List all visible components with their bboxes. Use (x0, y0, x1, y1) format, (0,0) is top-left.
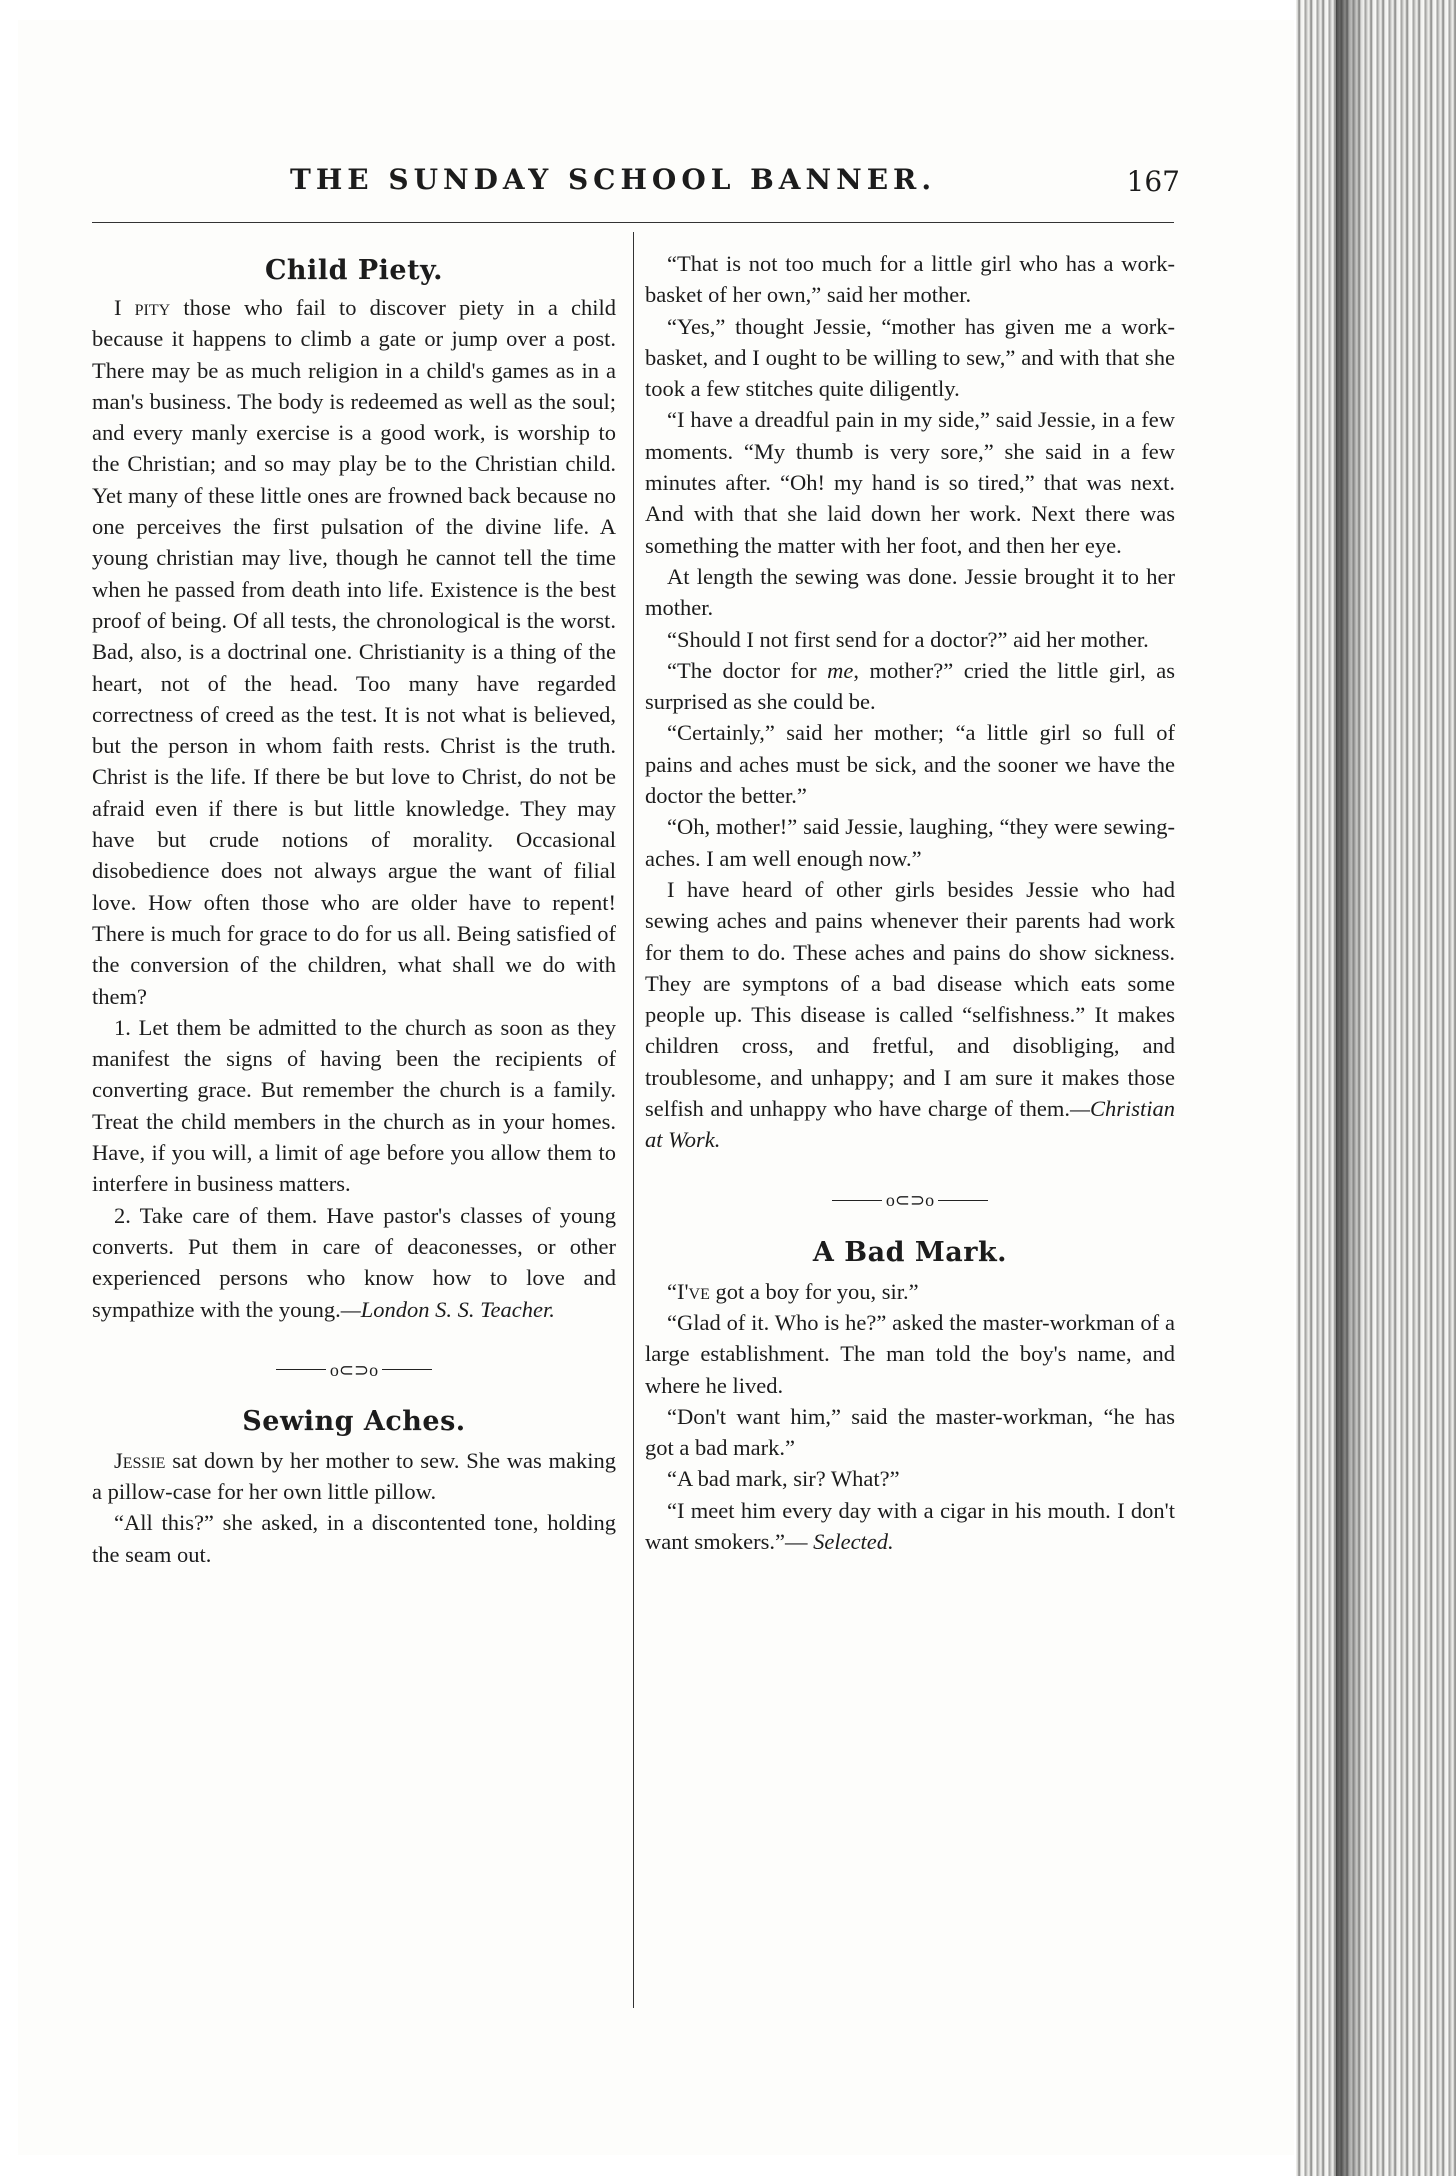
paragraph-text: 2. Take care of them. Have pastor's classes of young converts. Put them in care of deaconesses, or other experienced persons who know how to love and sympathize with the young. (92, 1202, 616, 1322)
paragraph (92, 1445, 616, 1508)
source-credit: —Christian at Work. (645, 1096, 1175, 1153)
paragraph-text: I have heard of other girls besides Jessie who had sewing aches and pains whenever their parents had work for them to do. These aches and pains do show sickness. They are symptons of a bad disease which eats some people up. This disease is called “selfishness.” It makes children cross, and fretful, and disobliging, and troublesome, and unhappy; and I am sure it makes those selfish and unhappy who have charge of them. (645, 876, 1175, 1122)
paragraph (645, 1495, 1175, 1558)
paragraph-text: “I meet him every day with a cigar in his mouth. I don't want smokers.”— (645, 1497, 1175, 1554)
emphasis: me (827, 657, 854, 683)
book-page-edges (1296, 0, 1456, 2176)
paragraph: “Glad of it. Who is he?” asked the master-workman of a large establishment. The man told the boy's name, and where he lived. (645, 1309, 1175, 1398)
paragraph: “Don't want him,” said the master-workman, “he has got a bad mark.” (645, 1403, 1175, 1461)
paragraph: “Yes,” thought Jessie, “mother has given me a work-basket, and I ought to be willing to sew,” and with that she took a few stitches quite diligently. (645, 313, 1175, 402)
paragraph (645, 655, 1175, 718)
paragraph: “All this?” she asked, in a discontented tone, holding the seam out. (92, 1510, 616, 1567)
paragraph: “A bad mark, sir? What?” (667, 1466, 900, 1492)
paragraph (92, 292, 616, 1012)
running-title: THE SUNDAY SCHOOL BANNER. (290, 163, 937, 196)
paragraph (645, 874, 1175, 1156)
section-divider (645, 1182, 1175, 1216)
paragraph: At length the sewing was done. Jessie brought it to her mother. (645, 563, 1175, 621)
paragraph: “Should I not first send for a doctor?” aid her mother. (667, 626, 1149, 652)
paragraph: “That is not too much for a little girl who has a work-basket of her own,” said her mother. (645, 251, 1175, 308)
paragraph: “Certainly,” said her mother; “a little girl so full of pains and aches must be sick, and the sooner we have the doctor the better.” (645, 720, 1175, 809)
paragraph-text: those who fail to discover piety in a child because it happens to climb a gate or jump over a post. There may be as much religion in a child's games as in a man's business. The body is redeemed as well as the soul; and every manly exercise is a good work, is worship to the Christian; and so may play be to the Christian child. Yet many of these little ones are frowned back because no one perceives the first pulsation of the divine life. A young christian may live, though he cannot tell the time when he passed from death into life. Existence is the best proof of being. Of all tests, the chronological is the worst. Bad, also, is a doctrinal one. Christianity is a thing of the heart, not of the head. Too many have regarded correctness of creed as the test. It is not what is believed, but the person in whom faith rests. Christ is the truth. Christ is the life. If there be but love to Christ, do not be afraid even if there is but little knowledge. They may have but crude notions of morality. Occasional disobedience does not always argue the want of filial love. How often those who are older have to repent! There is much for grace to do for us all. Being satisfied of the conversion of the children, what shall we do with them? (92, 295, 616, 1009)
right-column (645, 248, 1175, 1557)
column-rule (633, 232, 634, 2008)
page-number: 167 (1126, 165, 1180, 198)
paragraph: “Oh, mother!” said Jessie, laughing, “they were sewing-aches. I am well enough now.” (645, 814, 1175, 871)
divider-ornament: o⊂⊃o (885, 1190, 935, 1211)
paragraph: “I have a dreadful pain in my side,” said Jessie, in a few moments. “My thumb is very sore,” she said in a few minutes after. “Oh! my hand is so tired,” that was next. And with that she laid down her work. Next there was something the matter with her foot, and then her eye. (645, 407, 1175, 558)
lead-word: “I've (667, 1278, 710, 1304)
section-divider (92, 1351, 616, 1385)
running-header (290, 163, 1180, 207)
left-column (92, 250, 616, 1570)
article-heading-bad-mark: A Bad Mark. (812, 1236, 1008, 1268)
paragraph: 1. Let them be admitted to the church as soon as they manifest the signs of having been the recipients of converting grace. But remember the church is a family. Treat the child members in the church as in your homes. Have, if you will, a limit of age before you allow them to interfere in business matters. (92, 1014, 616, 1197)
lead-word: I pity (114, 295, 171, 320)
paragraph-text: sat down by her mother to sew. She was making a pillow-case for her own little pillow. (92, 1447, 616, 1505)
source-credit: Selected. (813, 1528, 894, 1554)
paragraph (645, 1276, 1175, 1307)
article-heading-sewing-aches: Sewing Aches. (242, 1405, 466, 1437)
paragraph (92, 1200, 616, 1325)
header-rule (92, 222, 1174, 223)
paragraph-text: got a boy for you, sir.” (709, 1278, 919, 1304)
divider-ornament: o⊂⊃o (329, 1359, 379, 1380)
lead-word: Jessie (114, 1447, 166, 1473)
paragraph-text: “The doctor for (667, 657, 828, 683)
paragraph-text: , mother?” cried the little girl, as surprised as she could be. (645, 657, 1176, 715)
source-credit: —London S. S. Teacher. (340, 1296, 555, 1322)
article-heading-child-piety: Child Piety. (264, 255, 444, 286)
